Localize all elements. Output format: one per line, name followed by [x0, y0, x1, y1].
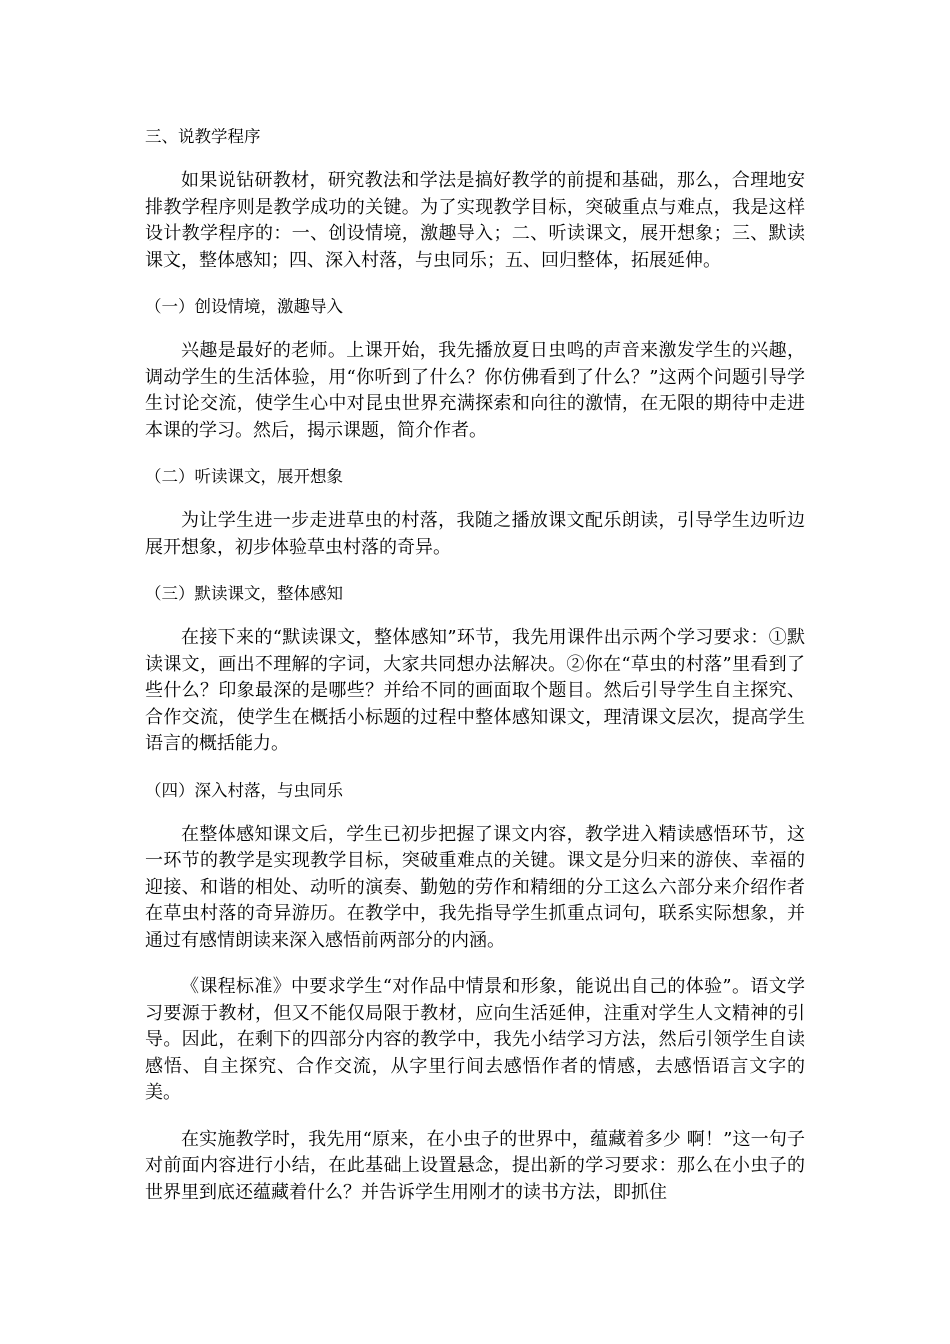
section-4-paragraph-3: 在实施教学时，我先用“原来，在小虫子的世界中，蕴藏着多少 啊！”这一句子对前面内容进行小结，在此基础上设置悬念，提出新的学习要求：那么在小虫子的世界里到底还蕴藏着什么？并告诉学生用刚才的读书方法，即抓住 — [145, 1128, 805, 1203]
section-heading-2: （二）听读课文，展开想象 — [145, 467, 343, 486]
intro-paragraph: 如果说钻研教材，研究教法和学法是搞好教学的前提和基础，那么，合理地安排教学程序则是教学成功的关键。为了实现教学目标，突破重点与难点，我是这样设计教学程序的：一、创设情境，激趣导入；二、听读课文，展开想象；三、默读课文，整体感知；四、深入村落，与虫同乐；五、回归整体，拓展延伸。 — [145, 170, 805, 271]
section-3-paragraph-1: 在接下来的“默读课文，整体感知”环节，我先用课件出示两个学习要求：①默读课文，画出不理解的字词，大家共同想办法解决。②你在“草虫的村落”里看到了些什么？印象最深的是哪些？并给不同的画面取个题目。然后引导学生自主探究、合作交流，使学生在概括小标题的过程中整体感知课文，理清课文层次，提高学生语言的概括能力。 — [145, 627, 805, 754]
document-page — [145, 124, 805, 1226]
section-heading-1: （一）创设情境，激趣导入 — [145, 297, 343, 316]
section-1-paragraph-1: 兴趣是最好的老师。上课开始，我先播放夏日虫鸣的声音来激发学生的兴趣，调动学生的生活体验，用“你听到了什么？你仿佛看到了什么？”这两个问题引导学生讨论交流，使学生心中对昆虫世界充满探索和向往的激情，在无限的期待中走进本课的学习。然后，揭示课题，简介作者。 — [145, 340, 805, 441]
section-heading-3: （三）默读课文，整体感知 — [145, 584, 343, 603]
section-4-paragraph-1: 在整体感知课文后，学生已初步把握了课文内容，教学进入精读感悟环节，这一环节的教学是实现教学目标，突破重难点的关键。课文是分归来的游侠、幸福的迎接、和谐的相处、动听的演奏、勤勉的劳作和精细的分工这么六部分来介绍作者在草虫村落的奇异游历。在教学中，我先指导学生抓重点词句，联系实际想象，并通过有感情朗读来深入感悟前两部分的内涵。 — [145, 823, 805, 951]
document-title: 三、说教学程序 — [145, 127, 261, 146]
section-2-paragraph-1: 为让学生进一步走进草虫的村落，我随之播放课文配乐朗读，引导学生边听边展开想象，初步体验草虫村落的奇异。 — [145, 510, 805, 558]
section-4-paragraph-2: 《课程标准》中要求学生“对作品中情景和形象，能说出自己的体验”。语文学习要源于教材，但又不能仅局限于教材，应向生活延伸，注重对学生人文精神的引导。因此，在剩下的四部分内容的教学中，我先小结学习方法，然后引领学生自读感悟、自主探究、合作交流，从字里行间去感悟作者的情感，去感悟语言文字的美。 — [145, 976, 805, 1103]
section-heading-4: （四）深入村落，与虫同乐 — [145, 780, 343, 800]
